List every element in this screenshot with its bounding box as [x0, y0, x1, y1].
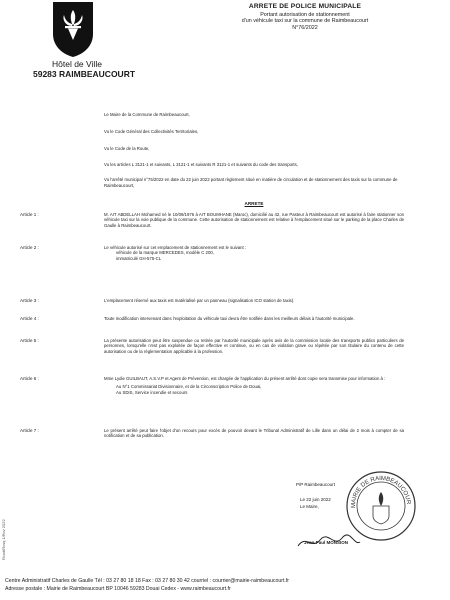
arrete-heading: ARRETE: [244, 201, 264, 206]
article-text: Le véhicule autorisé sur cet emplacement de stationnement est le suivant :: [104, 245, 247, 250]
town-seal-icon: [345, 470, 417, 542]
decree-subtitle-1: Portant autorisation de stationnement: [260, 11, 350, 18]
town-postcode: 59283 RAIMBEAUCOURT: [33, 69, 136, 79]
decree-subtitle-2: d'un véhicule taxi sur la commune de Raimbeaucourt: [241, 18, 369, 24]
signature-role: Le Maire,: [300, 504, 319, 509]
article-bullet: véhicule de la marque MERCEDES, modèle C 200,: [116, 250, 214, 256]
signature-date: Le 22 juin 2022: [300, 497, 331, 502]
article-label: Article 7 :: [20, 428, 39, 433]
article-label: Article 4 :: [20, 316, 39, 321]
article-label: Article 1 :: [20, 212, 39, 217]
article-label: Article 6 :: [20, 376, 39, 381]
article-block: [104, 245, 404, 261]
signature-place: P/P Raimbeaucourt: [296, 482, 335, 487]
article-block: [104, 376, 404, 395]
svg-text:MAIRIE DE RAIMBEAUCOURT: MAIRIE DE RAIMBEAUCOUR: [350, 475, 411, 509]
town-crest-icon: [50, 0, 96, 58]
preamble-cgct: Vu le Code Général des Collectivités Territoriales,: [104, 129, 199, 134]
article-bullet: immatriculé GH-575-CL: [116, 255, 162, 261]
preamble-arrete: Vu l'arrêté municipal n°75/2022 en date du 22 juin 2022 portant règlement situé en matière de circulation et de stationnement des taxis sur la commune de Raimbeaucourt,: [104, 177, 398, 188]
article-bullet: Au SDIS, Service incendie et secours: [116, 389, 188, 395]
preamble-code-transports: Vu les articles L 3121-1 et suivants, L 3121-1 et suivants R 3121-1 et suivants du code des transports,: [104, 162, 298, 167]
decree-number: N°76/2022: [292, 24, 318, 31]
preamble-mayor: Le Maire de la Commune de Raimbeaucourt,: [104, 112, 190, 117]
footer-contact: Centre Administratif Charles de Gaulle Tél : 03 27 80 18 18 Fax : 03 27 80 30 42 courriel : courrier@mairie-raimbeaucourt.fr: [5, 578, 289, 584]
article-text: Le présent arrêté peut faire l'objet d'un recours pour excès de pouvoir devant le Tribunal Administratif de Lille dans un délai de 2 mois à compter de sa notification et de sa publication.: [104, 428, 404, 439]
article-text: Toute modification intervenant dans l'exploitation du véhicule taxi devra être notifiée dans les meilleurs délais à l'autorité municipale.: [104, 316, 355, 321]
article-label: Article 3 :: [20, 298, 39, 303]
side-stamp-text: Rcvd/Rcsq 1/Rcv 2022: [1, 519, 6, 560]
mayor-name: Jean-Paul MONSION: [304, 540, 349, 545]
article-text: Mme Lydie GUILBAUT, A.S.V.P et Agent de Prévention, est chargée de l'application du présent arrêté dont copie sera transmise pour information à :: [104, 376, 386, 381]
article-label: Article 5 :: [20, 338, 39, 343]
article-text: M. AIT ABDELLAH Mohamed né le 10/09/1976 à AIT BOUMHANE (Maroc), domicilié au 42, rue Pasteur à Raimbeaucourt est autorisé à faire stationner son véhicule taxi sur la voie publique de la commune. Cette autorisation de stationnement est relative à l'emplacement situé sur le parking de la place Charles de Gaulle à Raimbeaucourt.: [104, 212, 404, 228]
preamble-code-route: Vu le Code de la Route,: [104, 146, 150, 151]
article-text: La présente autorisation peut être suspendue ou retirée par l'autorité municipale après avis de la commission locale des transports publics particuliers de personnes, lorsqu'elle n'est pas exploitée de façon effective et continue, ou en cas de violation grave ou répétée par son titulaire du contenu de cette autorisation ou de la réglementation applicable à la profession.: [104, 338, 404, 354]
footer-address: Adresse postale : Mairie de Raimbeaucourt BP 10046 59283 Douai Cedex - www.raimbeaucourt.fr: [5, 586, 231, 592]
decree-title: ARRETE DE POLICE MUNICIPALE: [248, 3, 362, 10]
article-text: L'emplacement réservé aux taxis est matérialisé par un panneau (signalisation ICO station de taxis).: [104, 298, 295, 303]
article-label: Article 2 :: [20, 245, 39, 250]
article-bullet: Au N°1 Commissariat Divisionnaire, et de la Circonscription Police de Douai,: [116, 384, 262, 390]
town-hall-label: Hôtel de Ville: [52, 59, 102, 69]
